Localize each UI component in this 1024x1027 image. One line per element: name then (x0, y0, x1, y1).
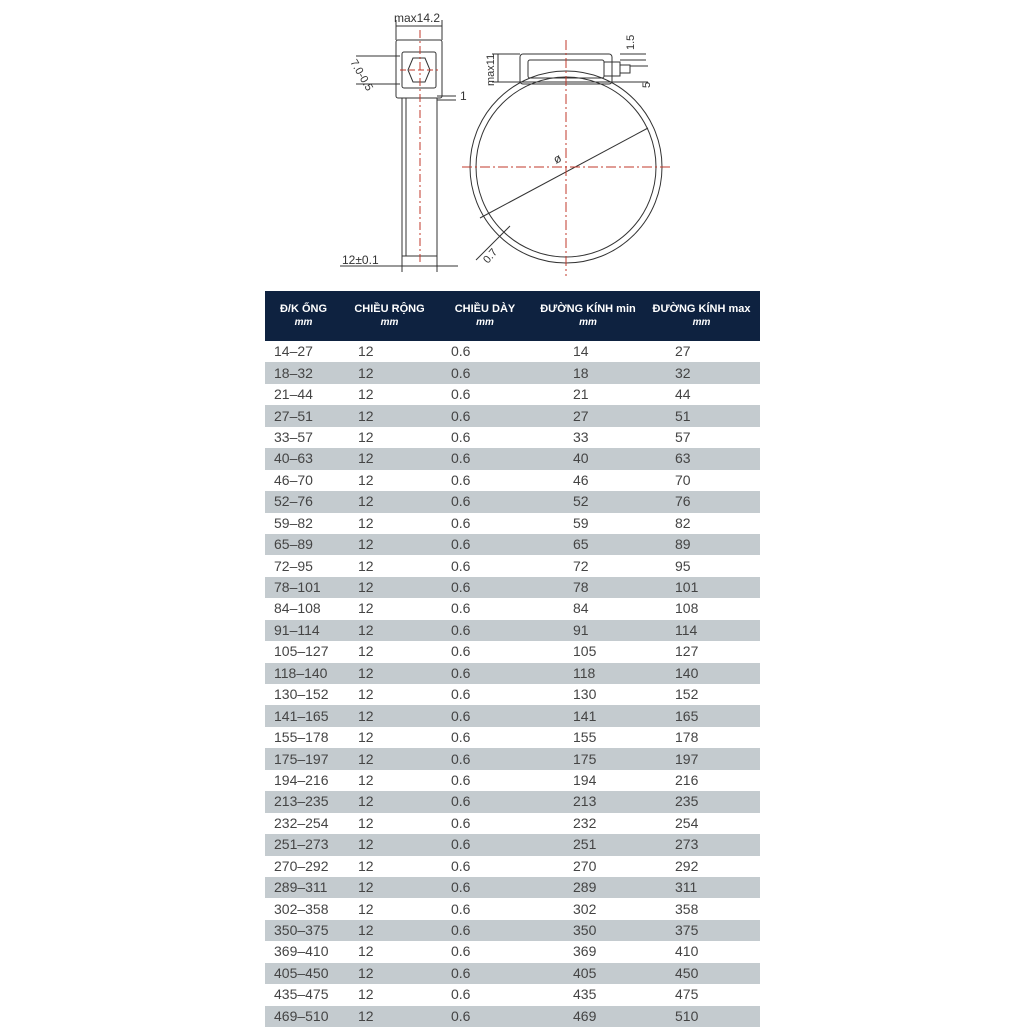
cell-diameter-min: 40 (573, 450, 589, 467)
cell-diameter-min: 302 (573, 900, 597, 917)
cell-diameter-max: 292 (675, 857, 699, 874)
cell-width: 12 (358, 579, 374, 596)
header-label: Đ/K ỐNG (279, 303, 328, 315)
header-label: CHIỀU DÀY (454, 303, 516, 315)
table-row (265, 534, 760, 555)
cell-diameter-min: 155 (573, 729, 597, 746)
cell-width: 12 (358, 536, 374, 553)
cell-pipe-diameter: 350–375 (274, 922, 329, 939)
cell-thickness: 0.6 (451, 450, 471, 467)
header-diameter-max (643, 291, 760, 341)
cell-thickness: 0.6 (451, 793, 471, 810)
cell-pipe-diameter: 40–63 (274, 450, 313, 467)
cell-width: 12 (358, 836, 374, 853)
cell-diameter-min: 289 (573, 879, 597, 896)
cell-thickness: 0.6 (451, 664, 471, 681)
cell-diameter-min: 72 (573, 557, 589, 574)
cell-diameter-min: 105 (573, 643, 597, 660)
dim-thickness: 0.7 (481, 246, 501, 266)
cell-thickness: 0.6 (451, 986, 471, 1003)
cell-diameter-min: 84 (573, 600, 589, 617)
table-row (265, 513, 760, 534)
cell-pipe-diameter: 302–358 (274, 900, 329, 917)
cell-thickness: 0.6 (451, 364, 471, 381)
cell-pipe-diameter: 251–273 (274, 836, 329, 853)
cell-diameter-max: 32 (675, 364, 691, 381)
table-row (265, 555, 760, 576)
cell-width: 12 (358, 343, 374, 360)
cell-pipe-diameter: 105–127 (274, 643, 329, 660)
cell-width: 12 (358, 943, 374, 960)
cell-width: 12 (358, 450, 374, 467)
cell-diameter-min: 118 (573, 664, 596, 681)
cell-diameter-min: 18 (573, 364, 589, 381)
cell-diameter-max: 178 (675, 729, 699, 746)
header-unit: mm (579, 317, 597, 328)
cell-pipe-diameter: 270–292 (274, 857, 329, 874)
dim-head-width: max14.2 (394, 11, 441, 25)
cell-diameter-min: 350 (573, 922, 597, 939)
cell-width: 12 (358, 557, 374, 574)
cell-thickness: 0.6 (451, 343, 471, 360)
cell-width: 12 (358, 600, 374, 617)
table-row (265, 813, 760, 834)
cell-width: 12 (358, 1007, 374, 1024)
cell-width: 12 (358, 471, 374, 488)
header-label: ĐƯỜNG KÍNH max (652, 303, 751, 315)
cell-diameter-max: 57 (675, 428, 691, 445)
table-row (265, 920, 760, 941)
cell-diameter-min: 213 (573, 793, 597, 810)
header-thickness (437, 291, 533, 341)
cell-width: 12 (358, 386, 374, 403)
cell-diameter-max: 70 (675, 471, 691, 488)
cell-diameter-max: 127 (675, 643, 699, 660)
cell-pipe-diameter: 194–216 (274, 771, 329, 788)
header-width (342, 291, 437, 341)
cell-pipe-diameter: 141–165 (274, 707, 329, 724)
cell-thickness: 0.6 (451, 686, 471, 703)
table-row (265, 362, 760, 383)
cell-pipe-diameter: 72–95 (274, 557, 313, 574)
cell-pipe-diameter: 232–254 (274, 814, 329, 831)
cell-pipe-diameter: 46–70 (274, 471, 313, 488)
cell-pipe-diameter: 213–235 (274, 793, 329, 810)
cell-width: 12 (358, 621, 374, 638)
cell-diameter-min: 469 (573, 1007, 597, 1024)
table-header (265, 291, 760, 341)
cell-diameter-min: 78 (573, 579, 589, 596)
header-unit: mm (476, 317, 494, 328)
cell-width: 12 (358, 643, 374, 660)
cell-thickness: 0.6 (451, 386, 471, 403)
header-label: CHIỀU RỘNG (354, 303, 425, 315)
cell-thickness: 0.6 (451, 536, 471, 553)
cell-thickness: 0.6 (451, 514, 471, 531)
cell-pipe-diameter: 118–140 (274, 664, 328, 681)
cell-pipe-diameter: 52–76 (274, 493, 313, 510)
cell-width: 12 (358, 879, 374, 896)
cell-diameter-max: 165 (675, 707, 699, 724)
table-row (265, 405, 760, 426)
header-unit: mm (692, 317, 711, 328)
cell-diameter-max: 51 (675, 407, 691, 424)
cell-thickness: 0.6 (451, 836, 471, 853)
cell-width: 12 (358, 664, 374, 681)
cell-width: 12 (358, 364, 374, 381)
table-row (265, 341, 760, 362)
header-diameter-min (533, 291, 643, 341)
cell-pipe-diameter: 435–475 (274, 986, 329, 1003)
table-row (265, 663, 760, 684)
cell-diameter-min: 141 (573, 707, 597, 724)
table-row (265, 727, 760, 748)
cell-diameter-max: 108 (675, 600, 699, 617)
cell-thickness: 0.6 (451, 407, 471, 424)
cell-diameter-min: 14 (573, 343, 589, 360)
table-body (265, 341, 760, 1027)
cell-pipe-diameter: 405–450 (274, 964, 329, 981)
cell-width: 12 (358, 814, 374, 831)
cell-pipe-diameter: 369–410 (274, 943, 329, 960)
cell-thickness: 0.6 (451, 857, 471, 874)
table-row (265, 748, 760, 769)
cell-diameter-min: 65 (573, 536, 589, 553)
dim-gap: 5 (641, 81, 653, 88)
table-row (265, 491, 760, 512)
cell-pipe-diameter: 130–152 (274, 686, 329, 703)
cell-thickness: 0.6 (451, 879, 471, 896)
header-row (265, 291, 760, 341)
cell-pipe-diameter: 27–51 (274, 407, 313, 424)
cell-pipe-diameter: 59–82 (274, 514, 313, 531)
cell-thickness: 0.6 (451, 1007, 471, 1024)
cell-width: 12 (358, 793, 374, 810)
cell-width: 12 (358, 922, 374, 939)
cell-thickness: 0.6 (451, 493, 471, 510)
cell-thickness: 0.6 (451, 557, 471, 574)
cell-pipe-diameter: 289–311 (274, 879, 328, 896)
cell-pipe-diameter: 91–114 (274, 621, 320, 638)
dim-screw: 7.0-0.5 (347, 57, 375, 94)
cell-thickness: 0.6 (451, 964, 471, 981)
cell-diameter-max: 63 (675, 450, 691, 467)
dim-band-width: 12±0.1 (342, 253, 379, 267)
cell-pipe-diameter: 14–27 (274, 343, 313, 360)
cell-diameter-min: 59 (573, 514, 589, 531)
cell-diameter-min: 52 (573, 493, 589, 510)
cell-pipe-diameter: 175–197 (274, 750, 329, 767)
cell-width: 12 (358, 857, 374, 874)
cell-thickness: 0.6 (451, 579, 471, 596)
cell-diameter-min: 46 (573, 471, 589, 488)
cell-diameter-min: 435 (573, 986, 597, 1003)
table-row (265, 791, 760, 812)
cell-pipe-diameter: 18–32 (274, 364, 313, 381)
cell-pipe-diameter: 65–89 (274, 536, 313, 553)
cell-diameter-max: 152 (675, 686, 699, 703)
table-row (265, 577, 760, 598)
table-row (265, 705, 760, 726)
header-pipe-diameter (265, 291, 342, 341)
cell-width: 12 (358, 771, 374, 788)
dim-height: max11 (485, 53, 497, 86)
cell-width: 12 (358, 900, 374, 917)
table-row (265, 427, 760, 448)
cell-diameter-max: 254 (675, 814, 699, 831)
cell-diameter-min: 21 (573, 386, 589, 403)
cell-diameter-max: 140 (675, 664, 699, 681)
cell-width: 12 (358, 964, 374, 981)
table-row (265, 834, 760, 855)
cell-diameter-max: 450 (675, 964, 699, 981)
cell-thickness: 0.6 (451, 943, 471, 960)
cell-width: 12 (358, 729, 374, 746)
dim-diameter: ø (550, 150, 564, 167)
cell-thickness: 0.6 (451, 621, 471, 638)
cell-pipe-diameter: 84–108 (274, 600, 321, 617)
cell-pipe-diameter: 33–57 (274, 428, 313, 445)
technical-drawing (0, 0, 1024, 290)
header-unit: mm (380, 317, 399, 328)
cell-diameter-max: 311 (675, 879, 698, 896)
table-row (265, 641, 760, 662)
spec-table (265, 291, 760, 1027)
cell-diameter-max: 216 (675, 771, 699, 788)
cell-diameter-max: 358 (675, 900, 699, 917)
cell-thickness: 0.6 (451, 729, 471, 746)
table-row (265, 898, 760, 919)
cell-diameter-max: 101 (675, 579, 699, 596)
cell-width: 12 (358, 707, 374, 724)
cell-thickness: 0.6 (451, 707, 471, 724)
header-unit: mm (294, 317, 313, 328)
cell-width: 12 (358, 428, 374, 445)
cell-diameter-min: 33 (573, 428, 589, 445)
cell-diameter-max: 410 (675, 943, 699, 960)
cell-diameter-max: 510 (675, 1007, 699, 1024)
cell-diameter-max: 114 (675, 621, 698, 638)
cell-width: 12 (358, 407, 374, 424)
cell-diameter-min: 175 (573, 750, 597, 767)
cell-diameter-max: 375 (675, 922, 699, 939)
dim-thickness-side: 1 (460, 89, 467, 103)
cell-pipe-diameter: 21–44 (274, 386, 313, 403)
table-row (265, 984, 760, 1005)
cell-diameter-min: 91 (573, 621, 589, 638)
cell-diameter-max: 82 (675, 514, 691, 531)
cell-thickness: 0.6 (451, 471, 471, 488)
cell-diameter-max: 89 (675, 536, 691, 553)
cell-diameter-max: 197 (675, 750, 699, 767)
table-row (265, 941, 760, 962)
cell-diameter-min: 130 (573, 686, 597, 703)
table-row (265, 470, 760, 491)
table-row (265, 620, 760, 641)
cell-pipe-diameter: 78–101 (274, 579, 321, 596)
table-row (265, 963, 760, 984)
cell-diameter-min: 270 (573, 857, 597, 874)
cell-width: 12 (358, 986, 374, 1003)
cell-width: 12 (358, 493, 374, 510)
cell-diameter-max: 273 (675, 836, 699, 853)
cell-diameter-max: 76 (675, 493, 691, 510)
cell-diameter-max: 235 (675, 793, 699, 810)
cell-diameter-min: 194 (573, 771, 597, 788)
cell-width: 12 (358, 686, 374, 703)
cell-diameter-max: 95 (675, 557, 691, 574)
table-row (265, 448, 760, 469)
cell-thickness: 0.6 (451, 900, 471, 917)
cell-diameter-min: 27 (573, 407, 589, 424)
cell-thickness: 0.6 (451, 814, 471, 831)
cell-pipe-diameter: 155–178 (274, 729, 329, 746)
cell-diameter-min: 369 (573, 943, 597, 960)
cell-diameter-max: 475 (675, 986, 699, 1003)
header-label: ĐƯỜNG KÍNH min (540, 303, 636, 315)
cell-width: 12 (358, 750, 374, 767)
cell-diameter-min: 232 (573, 814, 597, 831)
cell-thickness: 0.6 (451, 750, 471, 767)
cell-thickness: 0.6 (451, 771, 471, 788)
cell-thickness: 0.6 (451, 643, 471, 660)
cell-pipe-diameter: 469–510 (274, 1007, 329, 1024)
cell-diameter-max: 44 (675, 386, 691, 403)
table-row (265, 684, 760, 705)
table-row (265, 598, 760, 619)
cell-width: 12 (358, 514, 374, 531)
cell-thickness: 0.6 (451, 600, 471, 617)
table-row (265, 856, 760, 877)
cell-diameter-min: 405 (573, 964, 597, 981)
table-row (265, 770, 760, 791)
cell-diameter-max: 27 (675, 343, 691, 360)
cell-thickness: 0.6 (451, 428, 471, 445)
table-row (265, 384, 760, 405)
dim-top: 1.5 (625, 34, 637, 50)
cell-diameter-min: 251 (573, 836, 597, 853)
table-row (265, 877, 760, 898)
cell-thickness: 0.6 (451, 922, 471, 939)
